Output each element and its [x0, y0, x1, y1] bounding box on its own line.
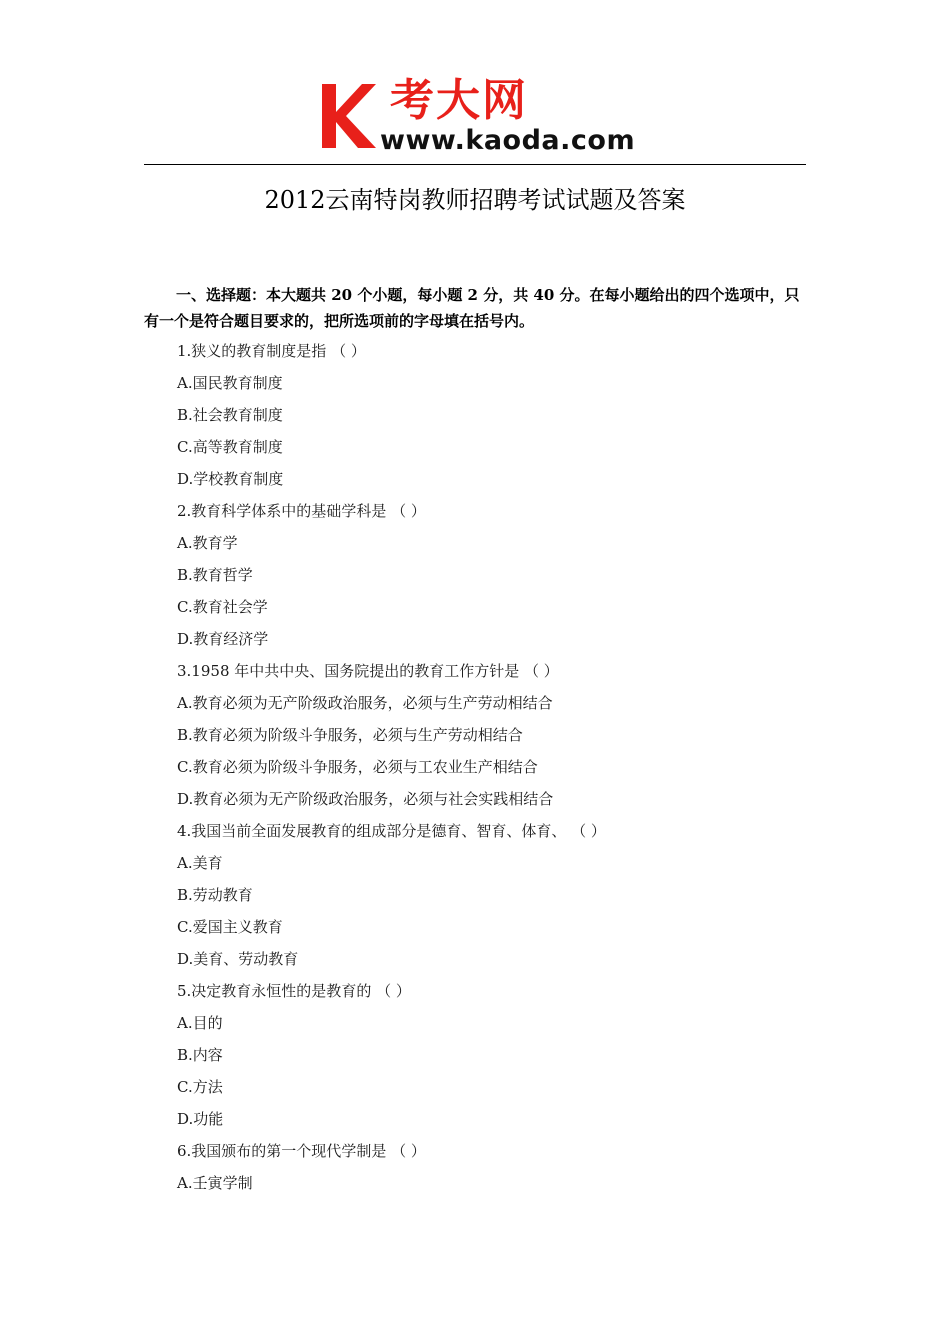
option-line: C.高等教育制度 [177, 438, 283, 456]
option-line: B.教育哲学 [177, 566, 253, 584]
header-divider [144, 164, 806, 165]
logo-url-text: www.kaoda.com [380, 125, 636, 156]
question-line: 5.决定教育永恒性的是教育的 （ ） [177, 982, 411, 1000]
question-line: 3.1958 年中共中央、国务院提出的教育工作方针是 （ ） [177, 662, 559, 680]
option-line: D.美育、劳动教育 [177, 950, 299, 968]
option-line: A.目的 [177, 1014, 223, 1032]
question-line: 1.狭义的教育制度是指 （ ） [177, 342, 366, 360]
question-line: 6.我国颁布的第一个现代学制是 （ ） [177, 1142, 426, 1160]
option-line: D.教育必须为无产阶级政治服务，必须与社会实践相结合 [177, 790, 554, 808]
option-line: A.国民教育制度 [177, 374, 283, 392]
option-line: C.爱国主义教育 [177, 918, 283, 936]
option-line: B.社会教育制度 [177, 406, 283, 424]
document-title: 2012云南特岗教师招聘考试试题及答案 [264, 186, 686, 214]
question-line: 4.我国当前全面发展教育的组成部分是德育、智育、体育、 （ ） [177, 822, 606, 840]
section-heading: 一、选择题：本大题共 20 个小题，每小题 2 分，共 40 分。在每小题给出的四个选项中，只有一个是符合题目要求的，把所选项前的字母填在括号内。 [144, 286, 800, 330]
option-line: B.教育必须为阶级斗争服务，必须与生产劳动相结合 [177, 726, 523, 744]
option-line: A.美育 [177, 854, 223, 872]
option-line: C.方法 [177, 1078, 223, 1096]
option-line: A.壬寅学制 [177, 1174, 253, 1192]
option-line: C.教育社会学 [177, 598, 268, 616]
option-line: D.教育经济学 [177, 630, 269, 648]
option-line: B.劳动教育 [177, 886, 253, 904]
kaoda-logo [318, 75, 638, 160]
option-line: C.教育必须为阶级斗争服务，必须与工农业生产相结合 [177, 758, 538, 776]
logo-brand-text: 考大网 [390, 75, 528, 126]
question-line: 2.教育科学体系中的基础学科是 （ ） [177, 502, 426, 520]
option-line: A.教育必须为无产阶级政治服务，必须与生产劳动相结合 [177, 694, 553, 712]
option-line: D.功能 [177, 1110, 224, 1128]
option-line: B.内容 [177, 1046, 223, 1064]
option-line: A.教育学 [177, 534, 238, 552]
k-logo-icon [318, 82, 378, 150]
question-list [177, 338, 817, 1202]
option-line: D.学校教育制度 [177, 470, 284, 488]
